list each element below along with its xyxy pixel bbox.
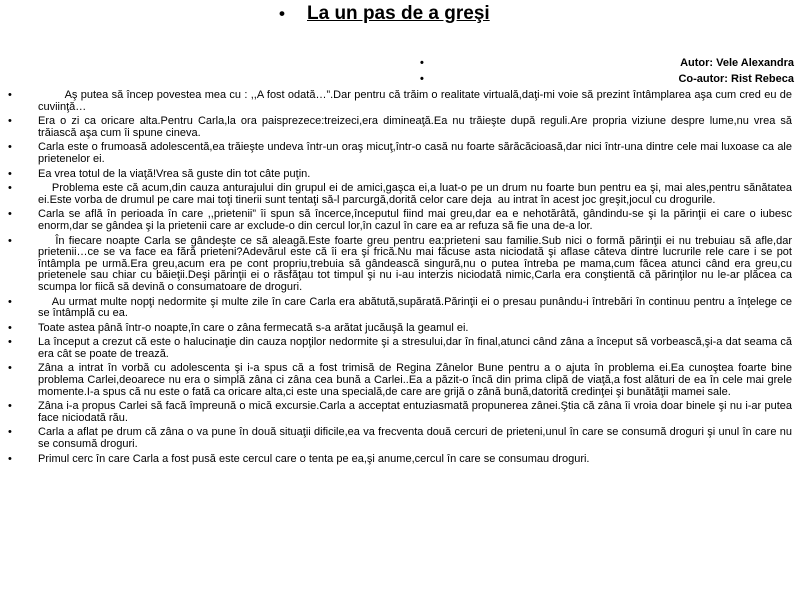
paragraph-bullet: • xyxy=(8,321,12,334)
paragraph-item xyxy=(0,209,800,232)
paragraph-bullet: • xyxy=(8,167,12,180)
paragraph-bullet: • xyxy=(8,295,12,308)
paragraph-text: Carla a aflat pe drum că zâna o va pune în două situaţii dificile,ea va frecventa două cercuri de prieteni,unul în care se consumă droguri şi unul în care nu se consumă droguri. xyxy=(38,426,792,451)
story-paragraph-list xyxy=(0,90,800,468)
paragraph-item xyxy=(0,363,800,398)
paragraph-text: Ea vrea totul de la viaţă!Vrea să guste din tot câte puţin. xyxy=(38,167,311,180)
paragraph-item xyxy=(0,427,800,450)
paragraph-bullet: • xyxy=(8,182,12,195)
author-name: Autor: Vele Alexandra xyxy=(680,57,794,69)
coauthor-name: Co-autor: Rist Rebeca xyxy=(678,73,794,85)
paragraph-item xyxy=(0,337,800,360)
paragraph-text: Zâna a intrat în vorbă cu adolescenta şi i-a spus că a fost trimisă de Regina Zânelor Bune pentru a o ajuta în problema ei.Ea cunoştea foarte bine problema Carlei,deoarece nu era o simplă zâna ci zâna cea bună a Carlei..Ea a păzit-o încă din prima clipă de viaţă,a fost alături de ea în cele mai grele momente.I-a spus că nu este o fată ca oricare alta,ci este una specială,de care are grijă o zână bună,datorită credinţei şi bunătăţii mamei sale. xyxy=(38,362,792,398)
coauthor-line xyxy=(420,73,794,89)
title-bullet: • xyxy=(279,4,285,23)
paragraph-item xyxy=(0,236,800,294)
paragraph-item xyxy=(0,323,800,335)
paragraph-bullet: • xyxy=(8,115,12,128)
author-credits xyxy=(420,57,794,89)
paragraph-text: La început a crezut că este o halucinaţie din cauza nopţilor nedormite şi a stresului,dar în final,atunci când zâna a început să vorbească,şi-a dat seama că era cât se poate de trează. xyxy=(38,336,792,360)
paragraph-item xyxy=(0,116,800,139)
document-title: La un pas de a greşi xyxy=(307,3,490,24)
paragraph-bullet: • xyxy=(8,362,12,375)
paragraph-text: Aş putea să încep povestea mea cu : ,,A fost odată…”.Dar pentru că trăim o realitate virtuală,daţi-mi voie să prezint întâmplarea aşa cum cred eu de cuviinţă… xyxy=(38,89,796,113)
paragraph-item xyxy=(0,142,800,165)
coauthor-bullet: • xyxy=(420,73,424,85)
paragraph-item xyxy=(0,454,800,466)
paragraph-text: Zâna i-a propus Carlei să facă împreună o mică excursie.Carla a acceptat entuziasmată propunerea zânei.Ştia că zâna îi vroia doar binele şi nu i-ar putea face niciodată rău. xyxy=(38,400,792,424)
paragraph-text: În fiecare noapte Carla se gândeşte ce să aleagă.Este foarte greu pentru ea:prieteni sau familie.Sub nici o formă părinţii ei nu trebuiau să afle,dar prietenii…ce se va face ea fără prieteni?Adevărul este că îi era şi frică.Nu mai făcuse asta niciodată şi aflase câteva dintre lucrurile rele care i se pot întâmpla pe urmă.Era greu,acum era pe cont propriu,trebuia să gândească singură,nu o putea întreba pe mama,cum făcea atunci când era greu,cu prietenele sau chiar cu băieţii.Deşi părinţii ei o răsfăţau tot timpul şi nu i-au interzis niciodată nimic,Carla era conştientă că părinţilor nu le-ar plăcea ca scumpa lor fiică să devină o consumatoare de droguri. xyxy=(38,234,796,293)
paragraph-item xyxy=(0,183,800,206)
author-line xyxy=(420,57,794,73)
paragraph-text: Toate astea până într-o noapte,în care o zâna fermecată s-a arătat jucăuşă la geamul ei. xyxy=(38,321,469,334)
paragraph-bullet: • xyxy=(8,89,12,101)
paragraph-text: Carla se află în perioada în care ,,prietenii” îi spun să încerce,începutul fiind mai greu,dar ea e nehotărâtă, gândindu-se şi la părinţii ei care o iubesc enorm,dar se gândea şi la prietenii care ar exclude-o din cercul lor,în cazul în care ea ar refuza să fie una de-a lor. xyxy=(38,208,792,232)
paragraph-bullet: • xyxy=(8,141,12,154)
paragraph-item xyxy=(0,401,800,424)
paragraph-text: Carla este o frumoasă adolescentă,ea trăieşte undeva într-un oraş micuţ,într-o casă nu foarte sărăcăcioasă,dar nici într-una dintre cele mai luxoase ca ale prietenelor ei. xyxy=(38,141,792,165)
paragraph-item xyxy=(0,90,800,113)
paragraph-item xyxy=(0,169,800,181)
paragraph-bullet: • xyxy=(8,336,12,349)
paragraph-bullet: • xyxy=(8,208,12,221)
title-row xyxy=(0,3,800,29)
paragraph-bullet: • xyxy=(8,452,12,465)
author-bullet: • xyxy=(420,57,424,69)
paragraph-item xyxy=(0,297,800,320)
paragraph-text: Au urmat multe nopţi nedormite şi multe zile în care Carla era abătută,supărată.Părinţii ei o presau punându-i întrebări în continuu pentru a înţelege ce se întâmplă cu ea. xyxy=(38,295,796,320)
paragraph-bullet: • xyxy=(8,426,12,439)
paragraph-bullet: • xyxy=(8,234,12,247)
paragraph-text: Primul cerc în care Carla a fost pusă este cercul care o tenta pe ea,şi anume,cercul în care se consumau droguri. xyxy=(38,452,590,465)
paragraph-text: Problema este că acum,din cauza anturajului din grupul ei de amici,gaşca ei,a luat-o pe un drum nu foarte bun pentru ea şi, mai ales,pentru sănătatea ei.Este vorba de drumul pe care mai toţi tinerii sunt tentaţi să-l parcurgă,dorită celor care deja au intrat în acest joc greşit,jocul cu drogurile. xyxy=(38,182,796,206)
paragraph-bullet: • xyxy=(8,400,12,413)
paragraph-text: Era o zi ca oricare alta.Pentru Carla,la ora paisprezece:treizeci,era dimineaţă.Ea nu trăieşte după reguli.Are propria viziune despre lume,nu vrea să trăiască aşa cum îi spune cineva. xyxy=(38,115,792,139)
